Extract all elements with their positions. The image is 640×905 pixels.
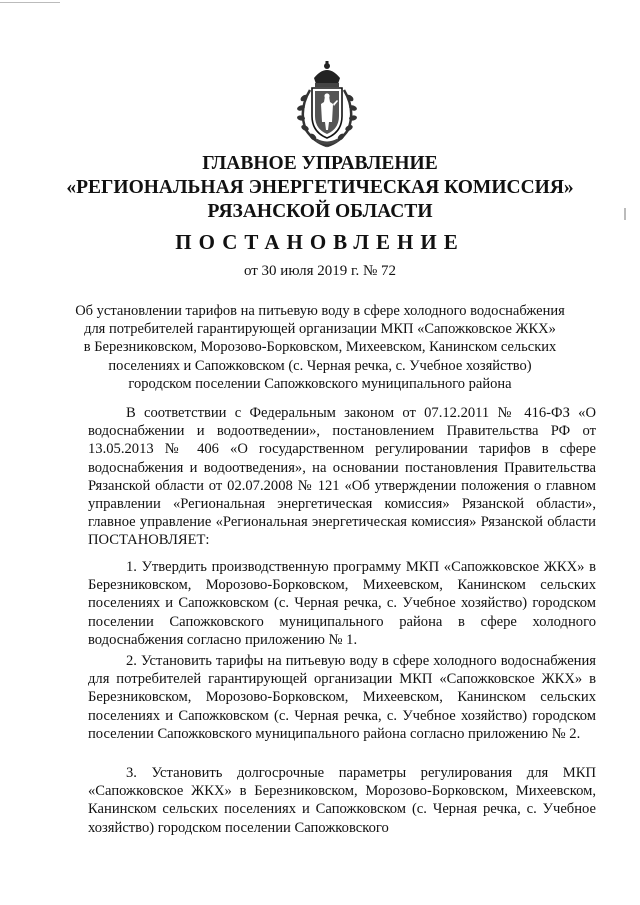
document-type-title: ПОСТАНОВЛЕНИЕ [175, 230, 465, 254]
org-name-line-1: ГЛАВНОЕ УПРАВЛЕНИЕ [202, 153, 438, 174]
subject-line: в Березниковском, Морозово-Борковском, Михеевском, Канинском сельских [83, 339, 557, 356]
subject-line: поселениях и Сапожковском (с. Черная речка, с. Учебное хозяйство) [108, 357, 532, 374]
document-date-number: от 30 июля 2019 г. № 72 [243, 263, 397, 279]
org-name-line-3: РЯЗАНСКОЙ ОБЛАСТИ [207, 201, 433, 222]
scan-mark [0, 2, 60, 3]
item-3-paragraph: 3. Установить долгосрочные параметры регулирования для МКП «Сапожковское ЖКХ» в Березниковском, Морозово-Борковском, Михеевском, Канинском сельских поселениях и Сапожковском (с. Черная речка, с. Учебное хозяйство) городском поселении Сапожковского [88, 765, 596, 836]
subject-line: Об установлении тарифов на питьевую воду в сфере холодного водоснабжения [75, 303, 565, 319]
item-2-paragraph: 2. Установить тарифы на питьевую воду в сфере холодного водоснабжения для потребителей гарантирующей организации МКП «Сапожковское ЖКХ» в Березниковском, Морозово-Борковском, Михеевском, Канинском сельских поселениях и Сапожковском (с. Черная речка, с. Учебное хозяйство) городском поселении Сапожковского муниципального района согласно приложению № 2. [88, 653, 596, 742]
org-name-line-2: «РЕГИОНАЛЬНАЯ ЭНЕРГЕТИЧЕСКАЯ КОМИССИЯ» [66, 177, 574, 198]
document-subject [70, 302, 570, 393]
subject-line: городском поселении Сапожковского муниципального района [128, 375, 512, 392]
ryazan-coat-of-arms-icon [292, 60, 362, 148]
subject-line: для потребителей гарантирующей организации МКП «Сапожковское ЖКХ» [84, 321, 556, 338]
item-1-paragraph: 1. Утвердить производственную программу МКП «Сапожковское ЖКХ» в Березниковском, Морозово-Борковском, Михеевском, Канинском сельских поселениях и Сапожковском (с. Черная речка, с. Учебное хозяйство) городском поселении Сапожковского муниципального района в сфере холодного водоснабжения согласно приложению № 1. [88, 559, 596, 648]
preamble-paragraph: В соответствии с Федеральным законом от 07.12.2011 № 416-ФЗ «О водоснабжении и водоотведении», постановлением Правительства РФ от 13.05.2013 № 406 «О государственном регулировании тарифов в сфере водоснабжения и водоотведения», на основании постановления Правительства Рязанской области от 02.07.2008 № 121 «Об утверждении положения о главном управлении «Региональная энергетическая комиссия» Рязанской области», главное управление «Региональная энергетическая комиссия» Рязанской области ПОСТАНОВЛЯЕТ: [88, 405, 596, 549]
